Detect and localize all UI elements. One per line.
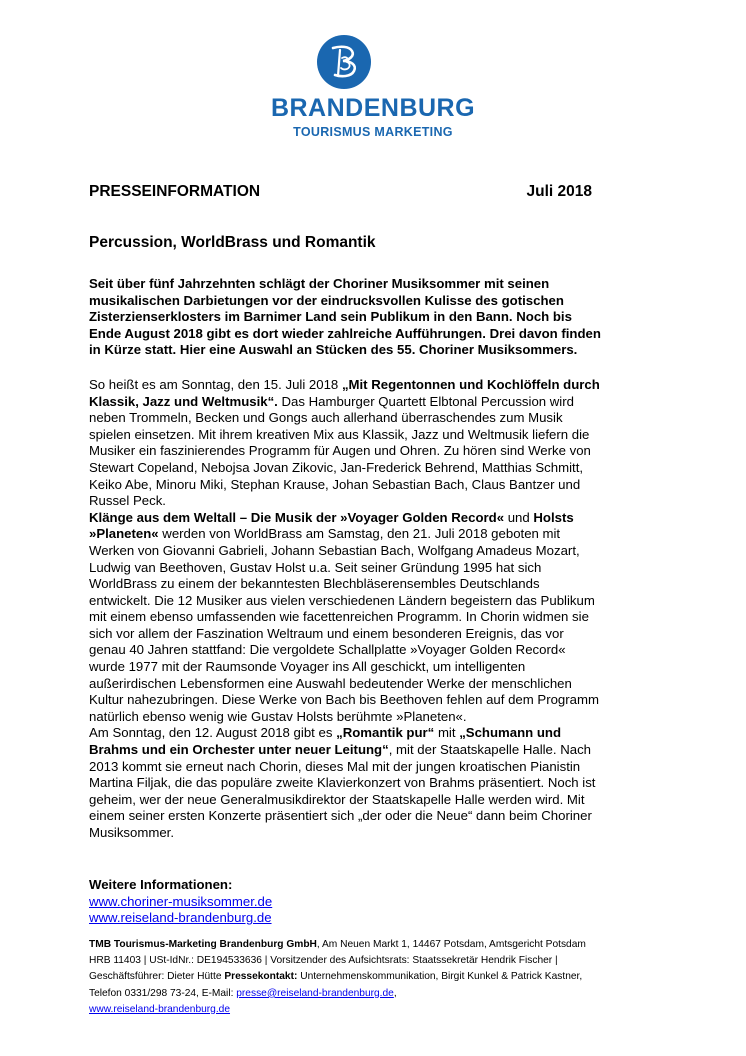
link-choriner-musiksommer[interactable]: www.choriner-musiksommer.de	[89, 893, 273, 909]
p3-bold-2: „Schumann und Brahms und ein Orchester unter neuer Leitung“	[89, 725, 562, 758]
link-reiseland-brandenburg[interactable]: www.reiseland-brandenburg.de	[89, 910, 272, 926]
info-block	[89, 877, 272, 927]
p1-text-1: So heißt es am Sonntag, den 15. Juli 2018	[89, 376, 342, 392]
footer-text-2: Unternehmenskommunikation, Birgit Kunkel & Patrick Kastner, Telefon 0331/298 73-24, E-Mail:	[89, 971, 583, 999]
p2-text-1: und	[504, 509, 534, 525]
p1-text-2: Das Hamburger Quartett Elbtonal Percussion wird neben Trommeln, Becken und Gongs auch allerhand überraschendes zum Musik spielen einsetzen. Mit ihrem kreativen Mix aus Klassik, Jazz und Weltmusik liefern die Musiker ein faszinierendes Programm für Augen und Ohren. Zu hören sind Werke von Stewart Copeland, Nebojsa Jovan Zikovic, Jan-Frederick Behrend, Matthias Schmitt, Keiko Abe, Minoru Miki, Stephan Krause, Johan Sebastian Bach, Claus Bantzer und Russel Peck.	[89, 393, 591, 509]
footer-contact-label: Pressekontakt:	[224, 971, 298, 983]
footer-company: TMB Tourismus-Marketing Brandenburg GmbH	[89, 939, 317, 950]
paragraph-3	[89, 725, 601, 841]
article-body	[89, 276, 601, 842]
p2-text-2: werden von WorldBrass am Samstag, den 21. Juli 2018 geboten mit Werken von Giovanni Gabrieli, Johann Sebastian Bach, Wolfgang Amadeus Mozart, Ludwig van Beethoven, Gustav Holst u.a. Seit seiner Gründung 1995 hat sich WorldBrass zu einem der bekanntesten Blechbläserensembles Deutschlands entwickelt. Die 12 Musiker aus vielen verschiedenen Ländern begeistern das Publikum mit einem ebenso umfassenden wie facettenreichen Programm. In Chorin widmen sie sich vor allem der Faszination Weltraum und einem besonderen Ereignis, das vor genau 40 Jahren stattfand: Die vergoldete Schallplatte »Voyager Golden Record« wurde 1977 mit der Raumsonde Voyager ins All geschickt, um intelligenten außerirdischen Lebensformen eine Auswahl bedeutender Werke der menschlichen Kultur nahezubringen. Diese Werke von Bach bis Beethoven fehlen auf dem Programm natürlich ebenso wenig wie Gustav Holsts berühmte »Planeten«.	[89, 526, 599, 724]
info-title: Weitere Informationen:	[89, 877, 233, 892]
paragraph-1	[89, 377, 601, 510]
paragraph-2	[89, 510, 601, 726]
footer-text-1: , Am Neuen Markt 1, 14467 Potsdam, Amtsgericht Potsdam HRB 11403 | USt-IdNr.: DE194533636 | Vorsitzender des Aufsichtsrats: Staatssekretär Hendrik Fischer | Geschäftsführer: Dieter Hütte	[89, 939, 586, 983]
footer-text-3: ,	[393, 987, 397, 999]
headline: Percussion, WorldBrass und Romantik	[89, 234, 376, 251]
brand-name: BRANDENBURG	[270, 94, 476, 122]
p3-text-3: , mit der Staatskapelle Halle. Nach 2013 kommt sie erneut nach Chorin, dieses Mal mit der jungen kroatischen Pianistin Martina Filjak, die das populäre zweite Klavierkonzert von Brahms präsentiert. Noch ist geheim, wer der neue Generalmusikdirektor der Staatskapelle Halle werden wird. Mit einem seiner ersten Konzerte präsentiert sich „der oder die Neue“ dann beim Choriner Musiksommer.	[89, 742, 596, 840]
p1-bold-1: „Mit Regentonnen und Kochlöffeln durch Klassik, Jazz und Weltmusik“.	[89, 376, 600, 409]
p2-bold-1: Klänge aus dem Weltall – Die Musik der »Voyager Golden Record«	[89, 509, 505, 525]
footer	[89, 937, 607, 1018]
p3-bold-1: „Romantik pur“	[336, 725, 435, 741]
brandenburg-logo-icon	[316, 34, 372, 90]
footer-website-link[interactable]: www.reiseland-brandenburg.de	[89, 1003, 231, 1015]
brand-subtitle: TOURISMUS MARKETING	[293, 125, 453, 139]
footer-email-link[interactable]: presse@reiseland-brandenburg.de	[236, 987, 394, 999]
lead-paragraph: Seit über fünf Jahrzehnten schlägt der Choriner Musiksommer mit seinen musikalischen Darbietungen vor der eindrucksvollen Kulisse des gotischen Zisterzienserklosters im Barnimer Land sein Publikum in den Bann. Noch bis Ende August 2018 gibt es dort wieder zahlreiche Aufführungen. Drei davon finden in Kürze statt. Hier eine Auswahl an Stücken des 55. Choriner Musiksommers.	[89, 276, 601, 358]
p2-bold-2: Holsts »Planeten«	[89, 509, 574, 542]
press-label: PRESSEINFORMATION	[89, 183, 261, 200]
press-date: Juli 2018	[526, 183, 592, 200]
p3-text-1: Am Sonntag, den 12. August 2018 gibt es	[89, 725, 337, 741]
p3-text-2: mit	[434, 725, 460, 741]
